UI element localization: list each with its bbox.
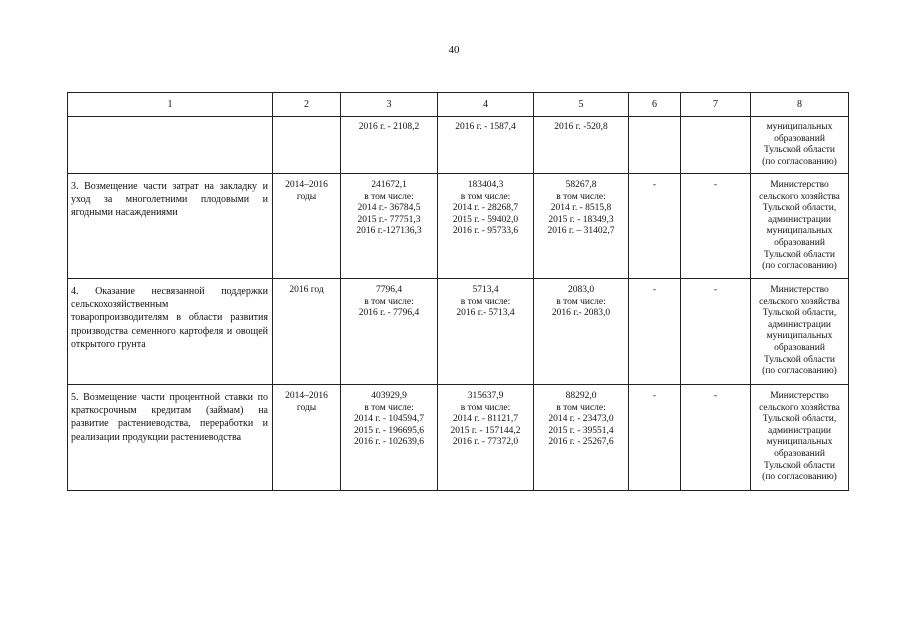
header-cell: 5 [534, 93, 629, 117]
table-cell: 2016 год [273, 279, 341, 385]
header-cell: 1 [68, 93, 273, 117]
table-cell: 2014–2016 годы [273, 174, 341, 279]
table-cell: - [681, 385, 751, 491]
table-cell: Министерство сельского хозяйства Тульской области, администрации муниципальных образований Тульской области (по согласованию) [751, 174, 849, 279]
table-cell: - [629, 279, 681, 385]
table-row [68, 279, 849, 385]
data-table [67, 92, 849, 491]
table-cell: 241672,1 в том числе: 2014 г.- 36784,5 2015 г.- 77751,3 2016 г.-127136,3 [341, 174, 438, 279]
header-cell: 2 [273, 93, 341, 117]
table-cell: 58267,8 в том числе: 2014 г. - 8515,8 2015 г. - 18349,3 2016 г. – 31402,7 [534, 174, 629, 279]
table-cell: Министерство сельского хозяйства Тульской области, администрации муниципальных образований Тульской области (по согласованию) [751, 385, 849, 491]
table-cell [629, 117, 681, 174]
table-cell: 3. Возмещение части затрат на закладку и уход за многолетними плодовыми и ягодными насаждениями [68, 174, 273, 279]
table-cell: 2016 г. - 2108,2 [341, 117, 438, 174]
table-cell: 5. Возмещение части процентной ставки по краткосрочным кредитам (займам) на развитие растениеводства, переработки и реализации продукции растениеводства [68, 385, 273, 491]
table-cell: 4. Оказание несвязанной поддержки сельскохозяйственным товаропроизводителям в области развития производства семенного картофеля и овощей открытого грунта [68, 279, 273, 385]
table-cell: Министерство сельского хозяйства Тульской области, администрации муниципальных образований Тульской области (по согласованию) [751, 279, 849, 385]
table-row [68, 385, 849, 491]
page-number: 40 [448, 44, 460, 56]
table-cell: - [629, 385, 681, 491]
header-cell: 8 [751, 93, 849, 117]
table-cell: 5713,4 в том числе: 2016 г.- 5713,4 [438, 279, 534, 385]
table-cell: 2014–2016 годы [273, 385, 341, 491]
table-cell: 183404,3 в том числе: 2014 г. - 28268,7 2015 г. - 59402,0 2016 г. - 95733,6 [438, 174, 534, 279]
table-cell: - [681, 279, 751, 385]
header-row [68, 93, 849, 117]
header-cell: 7 [681, 93, 751, 117]
table-cell: - [681, 174, 751, 279]
header-cell: 3 [341, 93, 438, 117]
header-cell: 4 [438, 93, 534, 117]
header-cell: 6 [629, 93, 681, 117]
table-cell [681, 117, 751, 174]
table-cell: 7796,4 в том числе: 2016 г. - 7796,4 [341, 279, 438, 385]
table-cell: 2083,0 в том числе: 2016 г.- 2083,0 [534, 279, 629, 385]
table-cell: 2016 г. - 1587,4 [438, 117, 534, 174]
table-cell [273, 117, 341, 174]
table-row [68, 174, 849, 279]
table-cell: муниципальных образований Тульской области (по согласованию) [751, 117, 849, 174]
table-cell: 2016 г. -520,8 [534, 117, 629, 174]
table-row [68, 117, 849, 174]
table-cell: 88292,0 в том числе: 2014 г. - 23473,0 2015 г. - 39551,4 2016 г. - 25267,6 [534, 385, 629, 491]
table-cell: 315637,9 в том числе: 2014 г. - 81121,7 2015 г. - 157144,2 2016 г. - 77372,0 [438, 385, 534, 491]
table-cell: 403929,9 в том числе: 2014 г. - 104594,7 2015 г. - 196695,6 2016 г. - 102639,6 [341, 385, 438, 491]
table-cell [68, 117, 273, 174]
table-cell: - [629, 174, 681, 279]
